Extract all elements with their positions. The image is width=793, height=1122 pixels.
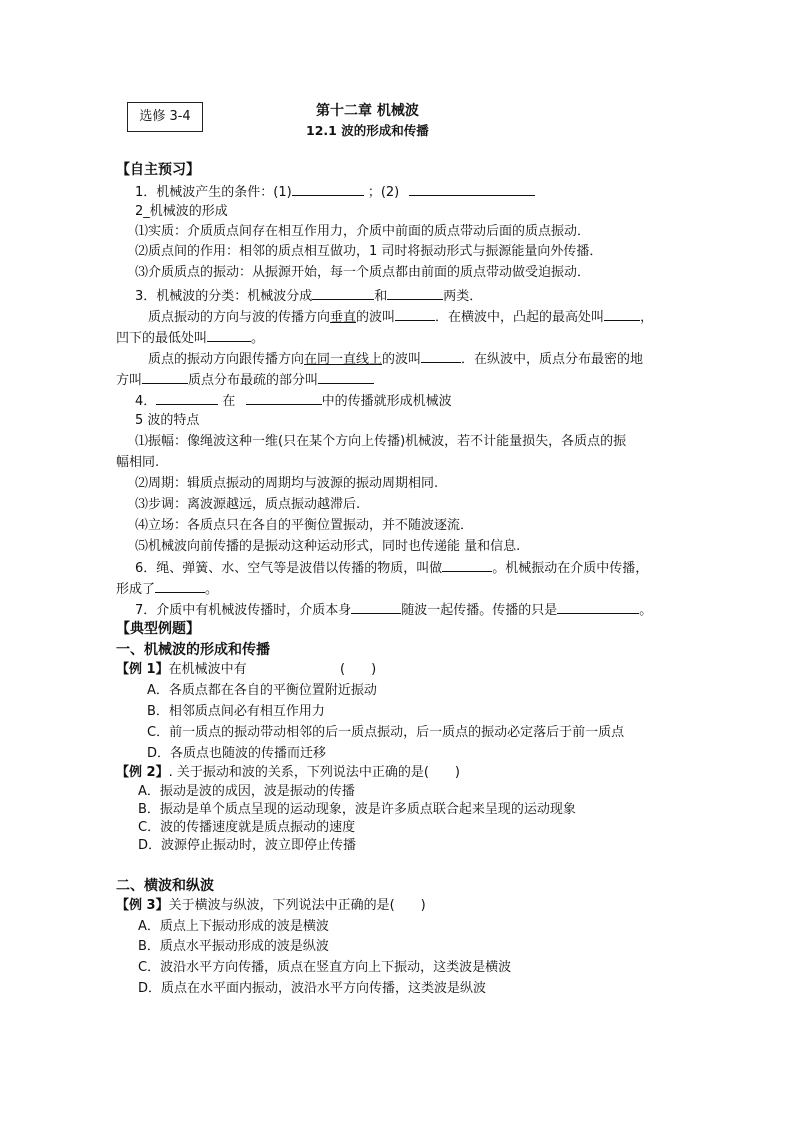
q1-text-b: ；(2) [367,185,400,200]
section-title: 12.1 波的形成和传播 [306,123,429,138]
q7-text-c: 。 [639,603,653,618]
course-label-box: 选修 3-4 [127,102,203,132]
ex3-option-c: C．波沿水平方向传播，质点在竖直方向上下振动，这类波是横波 [138,960,512,975]
blank-field [312,285,374,300]
q3-trans2-text-b: 。 [251,331,265,346]
q6-text-a: 6．绳、弹簧、水、空气等是波借以传播的物质，叫做 [135,561,443,576]
blank-field [442,557,492,572]
preview-heading: 【自主预习】 [116,162,200,178]
q3-text-b: 和 [374,289,388,304]
ex1-option-b: B．相邻质点间必有相互作用力 [147,704,325,719]
q3-long-text-c: ．在纵波中，质点分布最密的地 [461,352,644,367]
q3-trans-text-b: 的波叫 [356,310,396,325]
q2-title: 2_机械波的形成 [135,204,228,219]
blank-field [246,390,322,405]
blank-field [409,181,535,196]
blank-field [387,285,443,300]
chapter-title: 第十二章 机械波 [316,103,419,119]
q3-text-c: 两类． [443,289,483,304]
examples-heading: 【典型例题】 [116,621,200,637]
q3-long2-text-a: 方叫 [116,373,143,388]
q5-item-5: ⑸机械波向前传播的是振动这种运动形式，同时也传递能 量和信息. [135,539,521,554]
q6-text-b: 。机械振动在介质中传播， [492,561,649,576]
q3-long2-text-b: 质点分布最疏的部分叫 [188,373,319,388]
q2-item-1: ⑴实质：介质质点间存在相互作用力，介质中前面的质点带动后面的质点振动． [135,224,591,239]
q3-longitudinal-line [148,348,643,370]
q5-item-3: ⑶步调：离波源越远，质点振动越滞后. [135,497,361,512]
blank-field [156,390,218,405]
q7-line [135,599,652,621]
q3-trans-text-c: ．在横波中，凸起的最高处叫 [435,310,605,325]
blank-field [421,348,461,363]
q2-item-2: ⑵质点间的作用：相邻的质点相互做功，1 司时将振动形式与振源能量向外传播． [135,244,603,259]
q1-line [135,181,535,203]
q3-trans-text-d: ， [640,310,654,325]
blank-field [395,306,435,321]
ex2-option-d: D．波源停止振动时，波立即停止传播 [138,838,357,853]
q1-text-a: 1．机械波产生的条件：(1) [135,185,292,200]
blank-field [292,181,364,196]
q7-text-a: 7．介质中有机械波传播时，介质本身 [135,603,352,618]
q4-text-a: 4． [135,394,157,409]
ex2-label: 【例 2】 [116,765,169,780]
ex1-option-c: C．前一质点的振动带动相邻的后一质点振动，后一质点的振动必定落后于前一质点 [147,725,625,740]
q3-longitudinal-line-2 [116,369,374,391]
blank-field [604,306,640,321]
blank-field [351,599,401,614]
ex2-stem: . 关于振动和波的关系，下列说法中正确的是( ) [168,765,460,780]
ex1-stem: 在机械波中有 [168,662,247,677]
blank-field [142,369,188,384]
ex2-option-c: C．波的传播速度就是质点振动的速度 [138,820,356,835]
q5-item-2: ⑵周期：辑质点振动的周期均与波源的振动周期相同. [135,476,439,491]
ex2-option-b: B．振动是单个质点呈现的运动现象，波是许多质点联合起来呈现的运动现象 [138,802,576,817]
part1-title: 一、机械波的形成和传播 [116,642,270,658]
q5-item-1a: ⑴振幅：像绳波这种一维(只在某个方向上传播)机械波，若不计能量损失，各质点的振 [135,434,627,449]
q3-text-a: 3．机械波的分类：机械波分成 [135,289,313,304]
q4-text-c: 中的传播就形成机械波 [321,394,452,409]
q3-trans-text-a: 质点振动的方向与波的传播方向 [148,310,331,325]
q3-long-underlined: 在同一直线上 [304,352,383,367]
q3-line [135,285,482,307]
ex3-stem: 关于横波与纵波，下列说法中正确的是( ) [168,898,426,913]
q3-long-text-b: 的波叫 [382,352,422,367]
q3-transverse-line-2 [116,327,264,349]
ex3-option-a: A．质点上下振动形成的波是横波 [138,919,329,934]
ex3-option-d: D．质点在水平面内振动，波沿水平方向传播，这类波是纵波 [138,981,487,996]
blank-field [557,599,639,614]
blank-field [318,369,374,384]
q6-line [135,557,648,579]
q4-text-b: 在 [222,394,236,409]
q3-transverse-line [148,306,653,328]
ex2-option-a: A．振动是波的成因，波是振动的传播 [138,784,355,799]
ex1-paren: ( ) [340,662,377,677]
q7-text-b: 随波一起传播。传播的只是 [401,603,558,618]
q6-line-2 [116,578,218,600]
q6-text-d: 。 [205,582,219,597]
q2-item-3: ⑶介质质点的振动：从振源开始，每一个质点都由前面的质点带动做受迫振动． [135,265,591,280]
blank-field [207,327,251,342]
q3-trans2-text-a: 凹下的最低处叫 [116,331,208,346]
q4-line [135,390,452,412]
ex3-option-b: B．质点水平振动形成的波是纵波 [138,939,329,954]
ex1-stem-line [116,660,247,680]
q3-long-text-a: 质点的振动方向跟传播方向 [148,352,305,367]
q3-trans-underlined: 垂直 [330,310,357,325]
blank-field [155,578,205,593]
ex1-label: 【例 1】 [116,662,169,677]
ex1-option-d: D．各质点也随波的传播而迁移 [147,746,327,761]
q5-item-1b: 幅相同. [116,455,160,470]
q5-item-4: ⑷立场：各质点只在各自的平衡位置振动，并不随波逐流． [135,518,474,533]
ex3-label: 【例 3】 [116,898,169,913]
q5-title: 5 波的特点 [135,413,200,428]
q6-text-c: 形成了 [116,582,156,597]
part2-title: 二、横波和纵波 [116,878,214,894]
ex2-stem-line [116,763,460,783]
ex3-stem-line [116,896,426,916]
ex1-option-a: A．各质点都在各自的平衡位置附近振动 [147,683,377,698]
